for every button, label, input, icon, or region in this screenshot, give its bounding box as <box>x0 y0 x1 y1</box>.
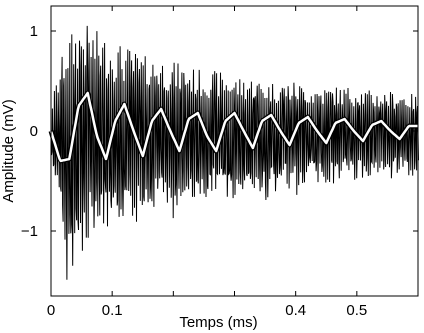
x-tick-label: 0 <box>46 302 56 319</box>
x-axis-label: Temps (ms) <box>179 314 258 331</box>
y-axis-label: Amplitude (mV) <box>0 99 17 203</box>
y-tick-label: 1 <box>29 23 38 40</box>
x-tick-label: 0.5 <box>346 302 368 319</box>
x-tick-label: 0.4 <box>285 302 307 319</box>
y-tick-label: 0 <box>29 123 38 140</box>
y-tick-label: −1 <box>20 223 38 240</box>
x-tick-label: 0.1 <box>101 302 123 319</box>
